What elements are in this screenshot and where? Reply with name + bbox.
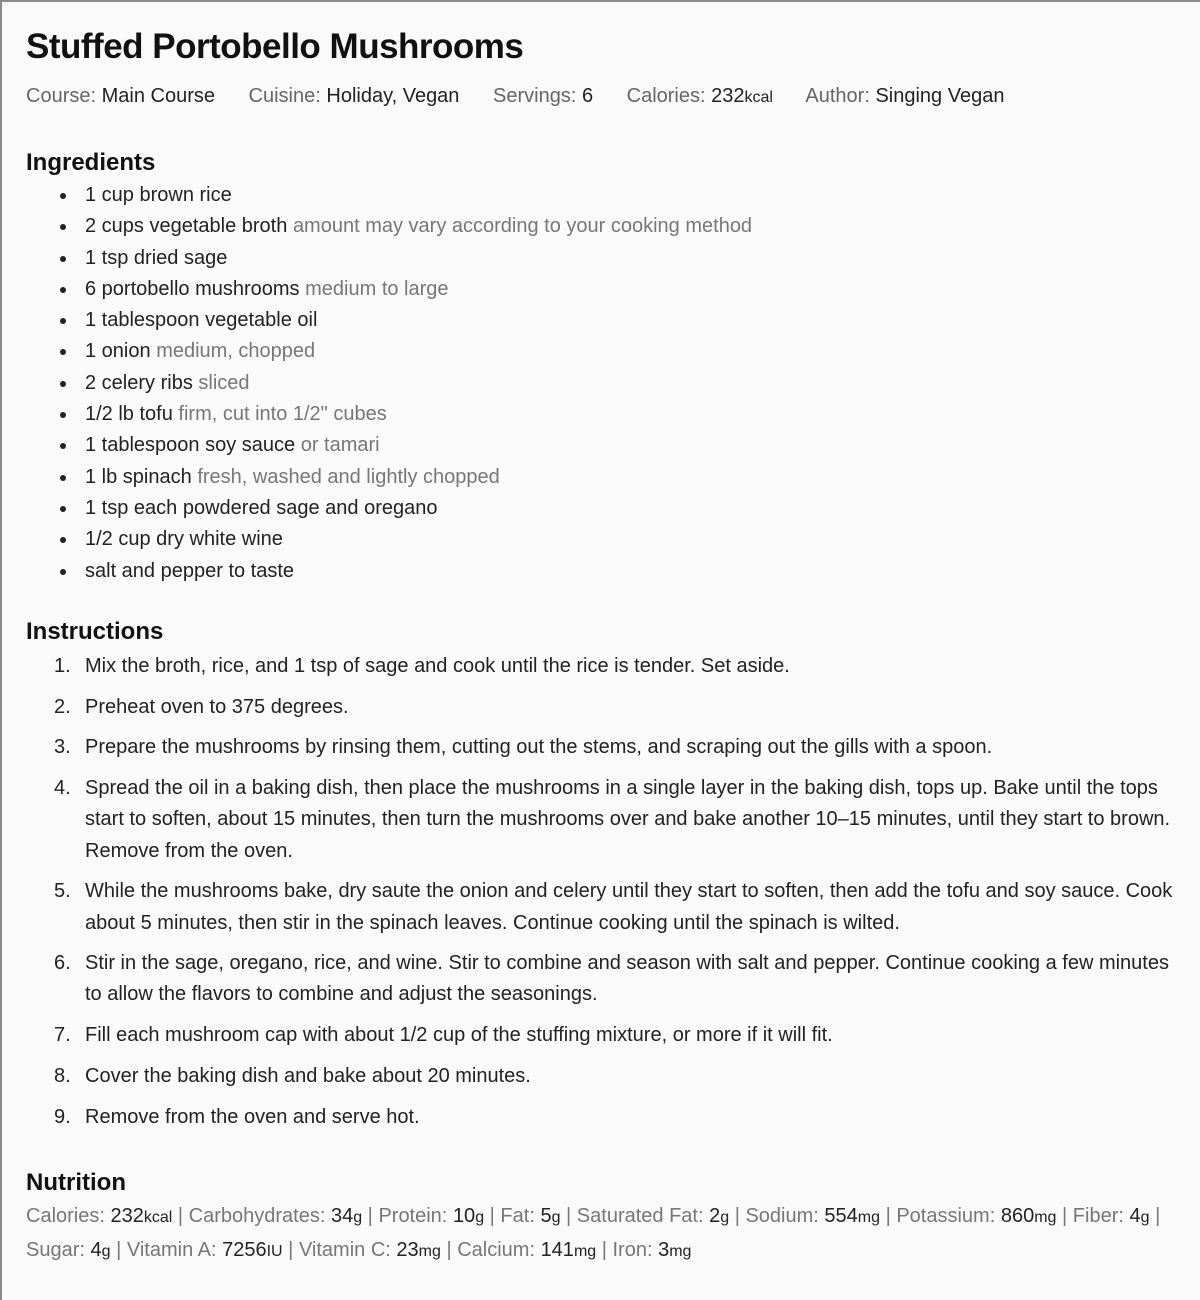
step-number: 3. <box>54 736 71 759</box>
nutrition-label: Protein: <box>378 1204 448 1227</box>
step-number: 1. <box>54 654 71 677</box>
meta-label: Servings: <box>493 85 577 107</box>
nutrition-separator: | <box>288 1238 294 1261</box>
instruction-step <box>26 692 1186 723</box>
meta-course <box>26 85 215 107</box>
ingredient-text: 1 tsp each powdered sage and oregano <box>85 496 438 519</box>
nutrition-unit: IU <box>266 1242 283 1260</box>
nutrition-label: Sugar: <box>26 1238 85 1261</box>
ingredient-item <box>26 462 1186 493</box>
nutrition-item <box>896 1205 1056 1227</box>
nutrition-item <box>299 1239 441 1261</box>
ingredient-item <box>26 556 1186 587</box>
ingredient-note: medium, chopped <box>156 340 316 363</box>
meta-cuisine <box>249 85 460 107</box>
ingredient-item <box>26 243 1186 274</box>
nutrition-separator: | <box>566 1204 572 1227</box>
meta-value: 6 <box>581 85 594 107</box>
nutrition-label: Iron: <box>612 1238 653 1261</box>
ingredient-note: firm, cut into 1/2" cubes <box>178 403 387 426</box>
nutrition-label: Carbohydrates: <box>188 1204 326 1227</box>
step-number: 8. <box>54 1064 71 1087</box>
nutrition-label: Sodium: <box>745 1204 819 1227</box>
nutrition-item <box>613 1239 692 1261</box>
nutrition-value: 4 <box>1129 1204 1141 1227</box>
ingredient-text: 1 onion <box>85 340 151 363</box>
nutrition-label: Vitamin A: <box>126 1238 217 1261</box>
nutrition-unit: g <box>551 1208 561 1226</box>
recipe-card <box>26 24 1186 1268</box>
nutrition-item <box>1073 1205 1150 1227</box>
ingredient-item <box>26 180 1186 211</box>
step-text: Spread the oil in a baking dish, then place the mushrooms in a single layer in the baking dish, tops up. Bake until the tops start to soften, about 15 minutes, then turn the mushrooms over and bake another 10–15 minutes, until they start to brown. Remove from the oven. <box>85 776 1171 862</box>
nutrition-item <box>189 1205 362 1227</box>
ingredient-item <box>26 430 1186 461</box>
ingredients-section <box>26 148 1186 587</box>
nutrition-item <box>378 1205 484 1227</box>
nutrition-separator: | <box>1155 1204 1161 1227</box>
nutrition-value: 2 <box>709 1204 721 1227</box>
ingredient-item <box>26 399 1186 430</box>
nutrition-label: Fiber: <box>1072 1204 1124 1227</box>
nutrition-unit: g <box>353 1208 363 1226</box>
step-number: 4. <box>54 776 71 799</box>
nutrition-item <box>127 1239 283 1261</box>
step-text: Cover the baking dish and bake about 20 minutes. <box>85 1064 531 1087</box>
ingredients-list <box>26 180 1186 587</box>
recipe-title: Stuffed Portobello Mushrooms <box>26 27 524 66</box>
ingredient-note: medium to large <box>305 277 449 300</box>
nutrition-unit: g <box>475 1208 485 1226</box>
nutrition-item <box>457 1239 596 1261</box>
ingredient-note: sliced <box>198 371 250 394</box>
ingredient-note: or tamari <box>300 434 380 457</box>
step-number: 2. <box>54 695 71 718</box>
nutrition-unit: g <box>1140 1208 1150 1226</box>
nutrition-unit: kcal <box>143 1208 173 1226</box>
ingredient-item <box>26 368 1186 399</box>
nutrition-label: Calcium: <box>457 1238 535 1261</box>
meta-value: Holiday, Vegan <box>326 85 460 107</box>
ingredient-text: 1 tsp dried sage <box>85 246 228 269</box>
nutrition-unit: mg <box>418 1242 441 1260</box>
nutrition-value: 10 <box>452 1204 476 1227</box>
nutrition-label: Potassium: <box>896 1204 996 1227</box>
nutrition-value: 554 <box>824 1204 858 1227</box>
nutrition-unit: mg <box>1034 1208 1057 1226</box>
nutrition-unit: mg <box>669 1242 692 1260</box>
nutrition-unit: g <box>101 1242 111 1260</box>
meta-label: Author: <box>805 85 870 107</box>
step-number: 7. <box>54 1024 71 1047</box>
ingredient-item <box>26 211 1186 242</box>
nutrition-separator: | <box>116 1238 122 1261</box>
nutrition-separator: | <box>177 1204 184 1227</box>
meta-author <box>805 85 1004 107</box>
instructions-heading: Instructions <box>26 617 164 645</box>
step-text: Mix the broth, rice, and 1 tsp of sage and cook until the rice is tender. Set aside. <box>85 654 790 677</box>
instruction-step <box>26 1102 1186 1133</box>
instructions-section <box>26 617 1186 1133</box>
nutrition-value: 141 <box>540 1238 574 1261</box>
nutrition-label: Calories: <box>26 1204 105 1227</box>
ingredient-text: 1/2 cup dry white wine <box>85 528 283 551</box>
nutrition-heading: Nutrition <box>26 1168 126 1196</box>
meta-value: 232 <box>711 85 745 107</box>
meta-value: Singing Vegan <box>875 85 1005 107</box>
ingredient-text: 1 lb spinach <box>85 465 192 488</box>
step-text: While the mushrooms bake, dry saute the onion and celery until they start to soften, then add the tofu and soy sauce. Cook about 5 minutes, then stir in the spinach leaves. Continue cooking until the spinach is wilted. <box>85 880 1173 934</box>
nutrition-section <box>26 1168 1186 1268</box>
ingredient-item <box>26 336 1186 367</box>
ingredient-note: fresh, washed and lightly chopped <box>197 465 500 488</box>
meta-unit: kcal <box>744 89 773 106</box>
step-number: 9. <box>54 1105 71 1128</box>
nutrition-item <box>500 1205 560 1227</box>
ingredient-text: 2 celery ribs <box>85 371 193 394</box>
step-number: 6. <box>54 952 71 975</box>
ingredient-text: salt and pepper to taste <box>85 559 295 582</box>
instruction-step <box>26 948 1186 1011</box>
nutrition-item <box>745 1205 880 1227</box>
nutrition-separator: | <box>367 1204 373 1227</box>
step-number: 5. <box>54 880 71 903</box>
meta-label: Course: <box>26 85 97 107</box>
nutrition-unit: mg <box>573 1242 597 1260</box>
ingredient-item <box>26 305 1186 336</box>
nutrition-separator: | <box>601 1238 607 1261</box>
nutrition-label: Fat: <box>500 1204 535 1227</box>
nutrition-separator: | <box>734 1204 740 1227</box>
ingredient-item <box>26 274 1186 305</box>
meta-calories <box>627 85 773 107</box>
ingredient-item <box>26 493 1186 524</box>
nutrition-unit: g <box>720 1208 730 1226</box>
nutrition-value: 34 <box>330 1204 354 1227</box>
nutrition-separator: | <box>446 1238 452 1261</box>
instruction-step <box>26 651 1186 682</box>
nutrition-facts <box>26 1200 1176 1268</box>
meta-label: Calories: <box>626 85 706 107</box>
nutrition-value: 232 <box>110 1204 144 1227</box>
nutrition-unit: mg <box>857 1208 881 1226</box>
ingredient-note: amount may vary according to your cooking method <box>292 215 753 238</box>
step-text: Prepare the mushrooms by rinsing them, cutting out the stems, and scraping out the gills with a spoon. <box>85 736 993 759</box>
nutrition-value: 5 <box>540 1204 552 1227</box>
meta-value: Main Course <box>101 85 215 107</box>
nutrition-separator: | <box>489 1204 495 1227</box>
step-text: Preheat oven to 375 degrees. <box>85 695 349 718</box>
nutrition-label: Saturated Fat: <box>576 1204 704 1227</box>
meta-servings <box>493 85 593 107</box>
nutrition-value: 7256 <box>222 1238 267 1261</box>
ingredient-text: 1/2 lb tofu <box>85 403 173 426</box>
nutrition-value: 4 <box>90 1238 102 1261</box>
ingredient-text: 2 cups vegetable broth <box>85 215 288 238</box>
nutrition-value: 860 <box>1000 1204 1035 1227</box>
nutrition-value: 3 <box>658 1238 670 1261</box>
instruction-step <box>26 876 1186 939</box>
ingredient-text: 1 tablespoon soy sauce <box>85 434 296 457</box>
instruction-step <box>26 732 1186 763</box>
nutrition-item <box>26 1205 172 1227</box>
step-text: Remove from the oven and serve hot. <box>85 1105 420 1128</box>
step-text: Stir in the sage, oregano, rice, and wine. Stir to combine and season with salt and pepper. Continue cooking a few minutes to allow the flavors to combine and adjust the seasonings. <box>85 952 1169 1006</box>
nutrition-item <box>577 1205 729 1227</box>
nutrition-separator: | <box>1062 1204 1068 1227</box>
nutrition-value: 23 <box>396 1238 419 1261</box>
ingredients-heading: Ingredients <box>26 149 156 176</box>
recipe-meta <box>26 82 1186 112</box>
ingredient-text: 6 portobello mushrooms <box>85 277 300 300</box>
meta-label: Cuisine: <box>248 85 321 107</box>
ingredient-text: 1 cup brown rice <box>85 184 232 206</box>
nutrition-item <box>26 1239 111 1261</box>
step-text: Fill each mushroom cap with about 1/2 cup of the stuffing mixture, or more if it will fit. <box>85 1024 833 1047</box>
ingredient-item <box>26 524 1186 555</box>
instructions-list <box>26 651 1186 1133</box>
ingredient-text: 1 tablespoon vegetable oil <box>85 309 318 332</box>
instruction-step <box>26 1061 1186 1092</box>
instruction-step <box>26 1020 1186 1051</box>
nutrition-separator: | <box>885 1204 891 1227</box>
nutrition-label: Vitamin C: <box>298 1238 391 1261</box>
instruction-step <box>26 773 1186 867</box>
